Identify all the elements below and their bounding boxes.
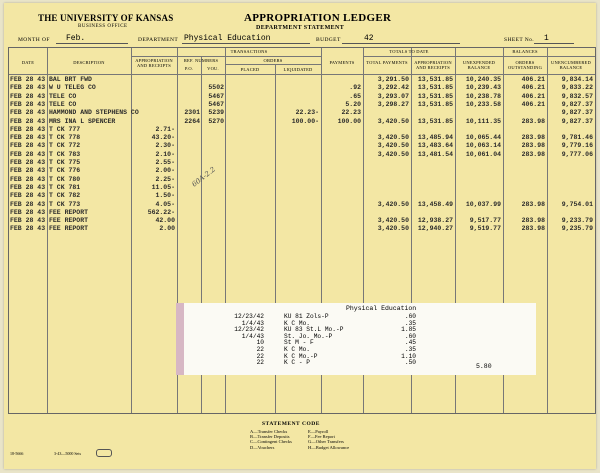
month-label: MONTH OF <box>18 37 50 43</box>
cell-unenc: 9,827.37 <box>561 117 593 125</box>
cell-out: 283.98 <box>521 134 545 142</box>
cell-desc: T CK 780 <box>49 175 81 183</box>
cell-date: FEB 28 43 <box>10 208 46 216</box>
cell-unexp: 10,111.35 <box>465 117 501 125</box>
cell-desc: T CK 772 <box>49 142 81 150</box>
cell-tpay: 3,298.27 <box>377 100 409 108</box>
cell-unexp: 10,063.14 <box>465 142 501 150</box>
cell-appr: 1.50- <box>155 192 175 200</box>
cell-appr: 2.10- <box>155 150 175 158</box>
cell-unenc: 9,827.37 <box>561 100 593 108</box>
cell-date: FEB 28 43 <box>10 117 46 125</box>
cell-appr: 11.05- <box>151 183 175 191</box>
stub-desc: St M - F <box>284 339 314 347</box>
cell-out: 283.98 <box>521 142 545 150</box>
cell-unexp: 9,519.77 <box>469 225 501 233</box>
stub-desc: St. Jo. Mo.-P <box>284 332 333 340</box>
col-ref-numbers: REF. NUMBERS <box>183 58 219 63</box>
budget-label: BUDGET <box>316 37 341 43</box>
cell-pay: 5.20 <box>345 100 361 108</box>
table-row <box>9 176 595 184</box>
cell-unexp: 10,239.43 <box>465 84 501 92</box>
stub-amt: .60 <box>404 332 416 340</box>
stub-date: 1/4/43 <box>241 319 264 327</box>
cell-tappr: 12,940.27 <box>417 225 453 233</box>
union-label-icon <box>96 449 112 457</box>
table-row <box>9 76 595 84</box>
cell-vou: 5502 <box>208 84 224 92</box>
cell-date: FEB 28 43 <box>10 84 46 92</box>
page-title: APPROPRIATION LEDGER <box>244 12 392 24</box>
statement-code-left: A—Transfer Checks B—Transfer Deposits C—Contingent Checks D—Vouchers <box>250 429 292 450</box>
cell-appr: 42.00 <box>155 217 175 225</box>
table-row <box>9 126 595 134</box>
cell-date: FEB 28 43 <box>10 175 46 183</box>
stub-desc: K C Mo. <box>284 346 310 353</box>
cell-tappr: 13,531.85 <box>417 100 453 108</box>
cell-tappr: 13,531.85 <box>417 92 453 100</box>
stub-amt: .35 <box>404 346 416 353</box>
cell-desc: T CK 775 <box>49 159 81 166</box>
cell-appr: 2.00- <box>155 167 175 175</box>
department-value: Physical Education <box>184 34 271 43</box>
cell-tappr: 13,531.85 <box>417 117 453 125</box>
table-row <box>9 217 595 225</box>
table-row <box>9 192 595 200</box>
col-liquidated: LIQUIDATED <box>283 67 313 72</box>
cell-out: 283.98 <box>521 150 545 158</box>
stub-amt: .60 <box>404 313 416 320</box>
cell-unexp: 10,037.99 <box>465 200 501 208</box>
cell-tpay: 3,293.07 <box>377 92 409 100</box>
stub-date: 1/4/43 <box>241 332 264 340</box>
table-row <box>9 209 595 217</box>
stub-desc: KU 81 Zols-P <box>284 313 329 320</box>
cell-desc: T CK 777 <box>49 125 81 133</box>
cell-vou: 5270 <box>208 117 224 125</box>
stub-total: 5.80 <box>476 363 492 370</box>
cell-desc: W U TELEG CO <box>49 84 96 92</box>
col-po: P.O. <box>184 66 194 71</box>
cell-tappr: 13,458.49 <box>417 200 453 208</box>
cell-tpay: 3,420.50 <box>377 134 409 142</box>
cell-date: FEB 28 43 <box>10 134 46 142</box>
table-row <box>9 93 595 101</box>
stub-date: 22 <box>256 352 264 360</box>
cell-unexp: 10,240.35 <box>465 76 501 83</box>
col-unexpended: UNEXPENDED BALANCE <box>462 60 496 70</box>
table-row <box>9 184 595 192</box>
cell-appr: 4.05- <box>155 200 175 208</box>
cell-tpay: 3,420.50 <box>377 217 409 225</box>
office-name: BUSINESS OFFICE <box>78 24 128 29</box>
cell-desc: TELE CO <box>49 100 77 108</box>
stub-date: 12/23/42 <box>234 313 264 320</box>
print-run: 3-43—5000 Sets <box>54 451 81 456</box>
cell-tappr: 13,481.54 <box>417 150 453 158</box>
cell-appr: 2.00 <box>159 225 175 233</box>
cell-desc: T CK 782 <box>49 192 81 200</box>
cell-appr: 43.20- <box>151 134 175 142</box>
cell-desc: T CK 778 <box>49 134 81 142</box>
stub-heading: Physical Education <box>346 305 417 312</box>
col-orders: ORDERS <box>263 58 283 63</box>
table-row <box>9 118 595 126</box>
cell-unenc: 9,754.01 <box>561 200 593 208</box>
stub-desc: K C Mo. <box>284 319 310 327</box>
cell-date: FEB 28 43 <box>10 150 46 158</box>
cell-desc: BAL BRT FWD <box>49 76 92 83</box>
cell-unenc: 9,235.79 <box>561 225 593 233</box>
cell-unexp: 10,065.44 <box>465 134 501 142</box>
sheet-value: 1 <box>544 34 549 43</box>
cell-liq: 100.00- <box>291 117 319 125</box>
telephone-stub <box>176 303 536 375</box>
stub-amt: .35 <box>404 319 416 327</box>
cell-date: FEB 28 43 <box>10 92 46 100</box>
cell-desc: T CK 773 <box>49 200 81 208</box>
budget-value: 42 <box>364 34 374 43</box>
cell-desc: MRS INA L SPENCER <box>49 117 116 125</box>
org-name: THE UNIVERSITY OF KANSAS <box>38 13 174 23</box>
cell-po: 2264 <box>184 117 200 125</box>
page-subtitle: DEPARTMENT STATEMENT <box>256 25 345 31</box>
stub-date: 12/23/42 <box>234 326 264 334</box>
cell-date: FEB 28 43 <box>10 142 46 150</box>
cell-appr: 2.30- <box>155 142 175 150</box>
stub-amt: 1.85 <box>401 326 416 334</box>
cell-tpay: 3,420.50 <box>377 225 409 233</box>
cell-desc: FEE REPORT <box>49 225 89 233</box>
cell-date: FEB 28 43 <box>10 225 46 233</box>
cell-appr: 2.71- <box>155 125 175 133</box>
cell-po: 2301 <box>184 109 200 117</box>
col-total-appropriation: APPROPRIATION AND RECEIPTS <box>414 60 452 70</box>
cell-out: 283.98 <box>521 117 545 125</box>
stub-date: 22 <box>256 346 264 353</box>
cell-date: FEB 28 43 <box>10 167 46 175</box>
cell-pay: 22.23 <box>341 109 361 117</box>
cell-pay: .65 <box>349 92 361 100</box>
cell-out: 283.98 <box>521 217 545 225</box>
cell-vou: 5467 <box>208 100 224 108</box>
stub-amt: .45 <box>404 339 416 347</box>
cell-date: FEB 28 43 <box>10 100 46 108</box>
col-description: DESCRIPTION <box>73 60 105 65</box>
cell-date: FEB 28 43 <box>10 109 46 117</box>
cell-out: 406.21 <box>521 92 545 100</box>
table-row <box>9 101 595 109</box>
table-row <box>9 151 595 159</box>
sheet-label: SHEET No. <box>504 37 535 43</box>
ledger-sheet <box>4 3 596 469</box>
col-date: DATE <box>21 60 35 65</box>
pencil-annotation: 60A-2.2 <box>190 165 218 189</box>
col-totals: TOTALS TO DATE <box>389 49 429 54</box>
statement-code-right: E—Payroll F—Fee Report G—Other Transfers H—Budget Allowance <box>308 429 350 450</box>
cell-liq: 22.23- <box>295 109 319 117</box>
cell-desc: T CK 781 <box>49 183 81 191</box>
cell-unenc: 9,832.57 <box>561 92 593 100</box>
col-appropriations: APPROPRIATION AND RECEIPTS <box>135 58 173 68</box>
cell-appr: 2.55- <box>155 159 175 166</box>
cell-appr: 562.22- <box>147 208 175 216</box>
form-number: 18-5666 <box>10 451 24 456</box>
cell-out: 406.21 <box>521 100 545 108</box>
cell-desc: HAMMOND AND STEPHENS CO <box>49 109 139 117</box>
col-vou: VOU. <box>207 66 219 71</box>
cell-tappr: 13,531.85 <box>417 76 453 83</box>
cell-unenc: 9,781.46 <box>561 134 593 142</box>
cell-tpay: 3,420.50 <box>377 150 409 158</box>
cell-pay: .92 <box>349 84 361 92</box>
col-outstanding: ORDERS OUTSTANDING <box>507 60 543 70</box>
cell-tpay: 3,420.50 <box>377 117 409 125</box>
cell-tpay: 3,292.42 <box>377 84 409 92</box>
stub-date: 22 <box>256 359 264 367</box>
cell-desc: FEE REPORT <box>49 208 89 216</box>
cell-unexp: 9,517.77 <box>469 217 501 225</box>
statement-code-title: STATEMENT CODE <box>262 421 320 427</box>
cell-unenc: 9,779.16 <box>561 142 593 150</box>
cell-tappr: 13,485.94 <box>417 134 453 142</box>
cell-desc: T CK 776 <box>49 167 81 175</box>
cell-tappr: 13,483.64 <box>417 142 453 150</box>
cell-pay: 100.00 <box>337 117 361 125</box>
stub-desc: K C Mo.-P <box>284 352 318 360</box>
col-payments: PAYMENTS <box>329 60 355 65</box>
col-balances: BALANCES <box>512 49 538 54</box>
table-row <box>9 134 595 142</box>
cell-unenc: 9,777.06 <box>561 150 593 158</box>
cell-unexp: 10,233.58 <box>465 100 501 108</box>
table-row <box>9 84 595 92</box>
table-row <box>9 109 595 117</box>
col-placed: PLACED <box>240 67 260 72</box>
cell-date: FEB 28 43 <box>10 200 46 208</box>
table-row <box>9 225 595 233</box>
cell-unexp: 10,061.04 <box>465 150 501 158</box>
cell-unenc: 9,233.79 <box>561 217 593 225</box>
col-total-payments: TOTAL PAYMENTS <box>366 60 408 65</box>
cell-tpay: 3,420.50 <box>377 142 409 150</box>
cell-out: 406.21 <box>521 84 545 92</box>
cell-out: 283.98 <box>521 200 545 208</box>
month-value: Feb. <box>66 34 86 43</box>
col-unencumbered: UNENCUMBERED BALANCE <box>551 60 591 70</box>
cell-unenc: 9,827.37 <box>561 109 593 117</box>
table-row <box>9 142 595 150</box>
cell-desc: TELE CO <box>49 92 77 100</box>
stub-date: 10 <box>256 339 264 347</box>
cell-unexp: 10,238.78 <box>465 92 501 100</box>
stub-amt: .50 <box>404 359 416 367</box>
cell-out: 406.21 <box>521 76 545 83</box>
cell-vou: 5467 <box>208 92 224 100</box>
cell-date: FEB 28 43 <box>10 192 46 200</box>
cell-date: FEB 28 43 <box>10 159 46 166</box>
cell-desc: FEE REPORT <box>49 217 89 225</box>
cell-tpay: 3,291.50 <box>377 76 409 83</box>
cell-date: FEB 28 43 <box>10 217 46 225</box>
table-row <box>9 201 595 209</box>
cell-unenc: 9,834.14 <box>561 76 593 83</box>
cell-date: FEB 28 43 <box>10 183 46 191</box>
stub-desc: KU 83 St.L Mo.-P <box>284 326 344 334</box>
table-row <box>9 159 595 167</box>
table-row <box>9 167 595 175</box>
stub-desc: K C - P <box>284 359 310 367</box>
cell-out: 283.98 <box>521 225 545 233</box>
col-transactions: TRANSACTIONS <box>230 49 268 54</box>
cell-unenc: 9,833.22 <box>561 84 593 92</box>
stub-amt: 1.10 <box>401 352 416 360</box>
cell-tappr: 12,938.27 <box>417 217 453 225</box>
cell-tpay: 3,420.50 <box>377 200 409 208</box>
cell-desc: T CK 783 <box>49 150 81 158</box>
department-label: DEPARTMENT <box>138 37 179 43</box>
cell-vou: 5239 <box>208 109 224 117</box>
cell-tappr: 13,531.85 <box>417 84 453 92</box>
cell-appr: 2.25- <box>155 175 175 183</box>
cell-date: FEB 28 43 <box>10 76 46 83</box>
cell-date: FEB 28 43 <box>10 125 46 133</box>
